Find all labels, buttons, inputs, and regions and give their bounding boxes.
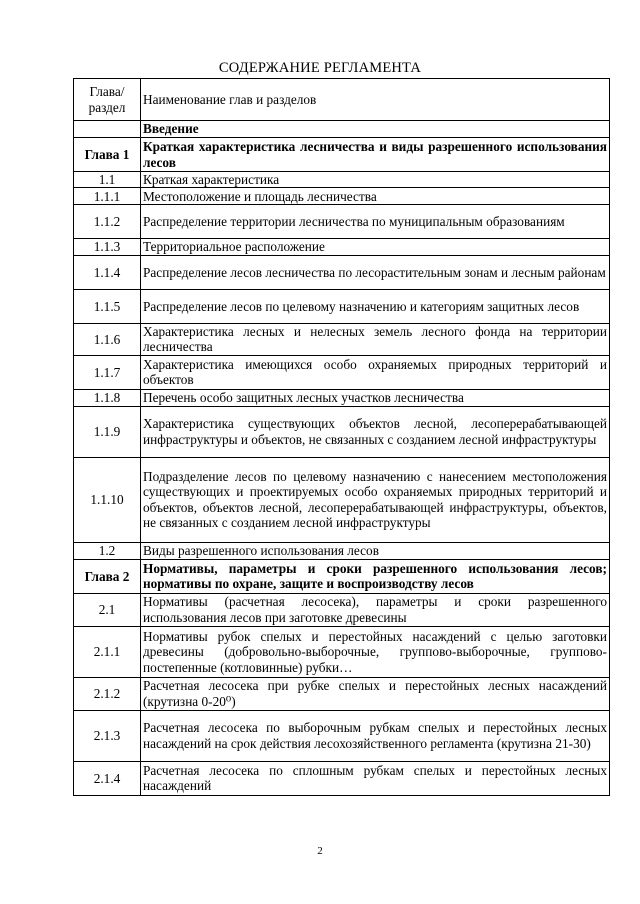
section-number: 1.1.1 [74, 188, 141, 205]
section-title: Характеристика имеющихся особо охраняемых природных территорий и объектов [141, 355, 610, 389]
section-title: Характеристика существующих объектов лесной, лесоперерабатывающей инфраструктуры и объектов, не связанных с созданием лесной инфраструктуры [141, 406, 610, 457]
section-number: 1.1.5 [74, 289, 141, 323]
section-number [74, 121, 141, 138]
table-row [74, 239, 610, 255]
section-number: Глава 2 [74, 559, 141, 593]
section-title: Краткая характеристика [141, 172, 610, 188]
table-row [74, 172, 610, 188]
page-number: 2 [317, 845, 323, 857]
section-number: 1.1.9 [74, 406, 141, 457]
table-row [74, 121, 610, 138]
section-number: 2.1.1 [74, 626, 141, 677]
contents-table [73, 78, 610, 796]
header-num: Глава/ раздел [74, 79, 141, 121]
section-title: Виды разрешенного использования лесов [141, 542, 610, 559]
table-row [74, 457, 610, 542]
table-row [74, 255, 610, 289]
table-row [74, 355, 610, 389]
table-row [74, 188, 610, 205]
section-number: 1.1.8 [74, 389, 141, 406]
section-title: Расчетная лесосека по сплошным рубкам спелых и перестойных лесных насаждений [141, 761, 610, 795]
section-number: 2.1 [74, 593, 141, 626]
table-header-row [74, 79, 610, 121]
section-number: 1.1.7 [74, 355, 141, 389]
section-number: 1.1 [74, 172, 141, 188]
section-title: Распределение территории лесничества по муниципальным образованиям [141, 205, 610, 239]
section-title: Территориальное расположение [141, 239, 610, 255]
section-title: Местоположение и площадь лесничества [141, 188, 610, 205]
section-title: Нормативы рубок спелых и перестойных насаждений с целью заготовки древесины (добровольно-выборочные, группово-выборочные, группово-постепенные (котловинные) рубки… [141, 626, 610, 677]
table-row [74, 205, 610, 239]
section-title: Распределение лесов по целевому назначению и категориям защитных лесов [141, 289, 610, 323]
table-row [74, 406, 610, 457]
section-title: Нормативы, параметры и сроки разрешенного использования лесов; нормативы по охране, защите и воспроизводству лесов [141, 559, 610, 593]
section-number: 1.1.6 [74, 323, 141, 355]
table-row [74, 289, 610, 323]
table-row [74, 593, 610, 626]
section-number: 2.1.4 [74, 761, 141, 795]
section-number: 1.2 [74, 542, 141, 559]
section-number: 1.1.3 [74, 239, 141, 255]
section-title: Перечень особо защитных лесных участков лесничества [141, 389, 610, 406]
table-row [74, 559, 610, 593]
table-row [74, 626, 610, 677]
table-row [74, 389, 610, 406]
section-title: Подразделение лесов по целевому назначению с нанесением местоположения существующих и проектируемых особо охраняемых природных территорий и объектов, объектов лесной, лесоперерабатывающей инфраструктуры, объектов, не связанных с созданием лесной инфраструктуры [141, 457, 610, 542]
section-title: Расчетная лесосека по выборочным рубкам спелых и перестойных лесных насаждений на срок действия лесохозяйственного регламента (крутизна 21-30) [141, 710, 610, 761]
section-number: 1.1.10 [74, 457, 141, 542]
section-number: 2.1.3 [74, 710, 141, 761]
table-row [74, 761, 610, 795]
section-number: 1.1.2 [74, 205, 141, 239]
section-number: Глава 1 [74, 138, 141, 172]
page-title: СОДЕРЖАНИЕ РЕГЛАМЕНТА [218, 60, 422, 76]
section-title: Нормативы (расчетная лесосека), параметры и сроки разрешенного использования лесов при заготовке древесины [141, 593, 610, 626]
header-name: Наименование глав и разделов [141, 79, 610, 121]
table-row [74, 677, 610, 710]
table-row [74, 542, 610, 559]
section-title: Введение [141, 121, 610, 138]
section-title: Характеристика лесных и нелесных земель лесного фонда на территории лесничества [141, 323, 610, 355]
section-title: Расчетная лесосека при рубке спелых и перестойных лесных насаждений (крутизна 0-20⁰) [141, 677, 610, 710]
section-number: 2.1.2 [74, 677, 141, 710]
section-number: 1.1.4 [74, 255, 141, 289]
section-title: Краткая характеристика лесничества и виды разрешенного использования лесов [141, 138, 610, 172]
table-row [74, 710, 610, 761]
table-row [74, 138, 610, 172]
section-title: Распределение лесов лесничества по лесорастительным зонам и лесным районам [141, 255, 610, 289]
table-row [74, 323, 610, 355]
